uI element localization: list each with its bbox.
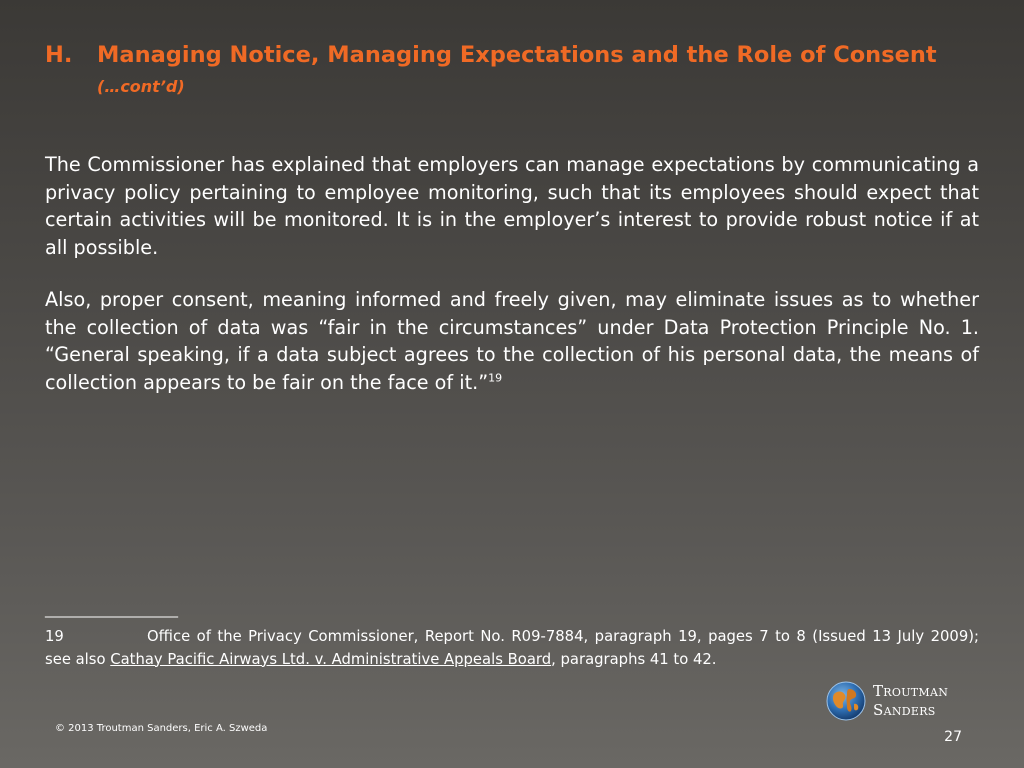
troutman-sanders-logo: [825, 680, 985, 730]
page-number: 27: [944, 729, 962, 745]
copyright-notice: © 2013 Troutman Sanders, Eric A. Szweda: [55, 723, 268, 734]
globe-icon: [825, 680, 867, 722]
title-section-letter: H.: [45, 42, 73, 68]
slide-title: [45, 40, 945, 102]
title-continued: (…cont’d): [97, 77, 185, 96]
paragraph-notice: The Commissioner has explained that employers can manage expectations by communicating a privacy policy pertaining to employee monitoring, such that its employees should expect that certain activities will be monitored. It is in the employer’s interest to provide robust notice if at all possible.: [45, 153, 979, 259]
footnote-text-after: , paragraphs 41 to 42.: [551, 650, 717, 668]
title-main: Managing Notice, Managing Expectations and the Role of Consent: [97, 42, 937, 68]
paragraph-consent-text: Also, proper consent, meaning informed and freely given, may eliminate issues as to whether the collection of data was “fair in the circumstances” under Data Protection Principle No. 1. “General speaking, if a data subject agrees to the collection of his personal data, the means of collection appears to be fair on the face of it.”: [45, 288, 979, 394]
logo-line-sanders: Sanders: [873, 701, 936, 719]
footnote-number: 19: [45, 628, 64, 645]
paragraph-consent: [45, 286, 979, 396]
logo-line-troutman: Troutman: [873, 682, 949, 700]
logo-wordmark: [873, 682, 948, 720]
footnote-case-link[interactable]: Cathay Pacific Airways Ltd. v. Administrative Appeals Board: [110, 650, 552, 668]
footnote: [45, 626, 979, 671]
footnote-divider: ___________________: [45, 602, 178, 618]
title-text: [97, 40, 945, 102]
footnote-reference: 19: [488, 371, 503, 385]
footnote-text-before: Office of the Privacy Commissioner, Report No. R09-7884, paragraph 19, pages 7 to 8 (Issued 13 July 2009); see also: [45, 628, 979, 668]
